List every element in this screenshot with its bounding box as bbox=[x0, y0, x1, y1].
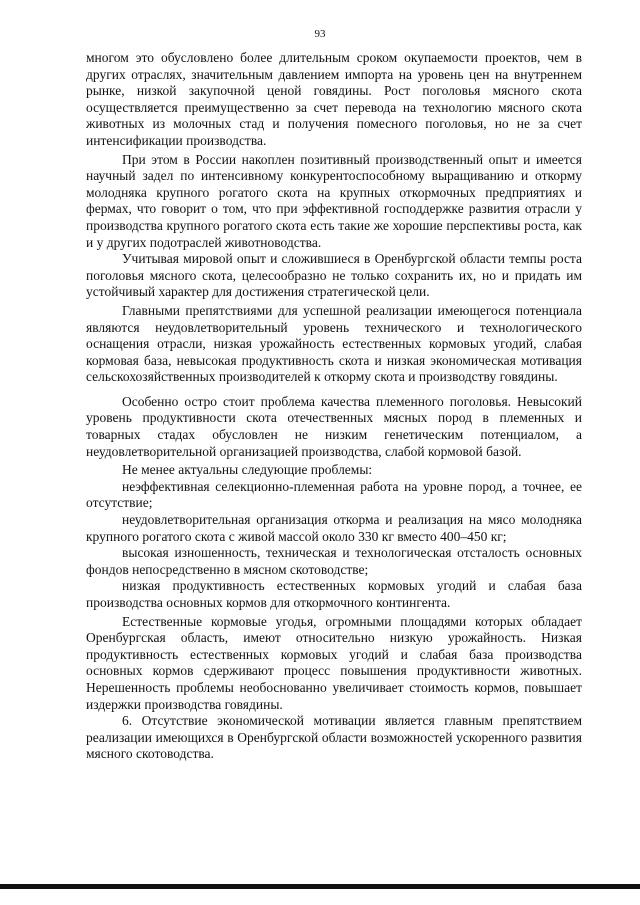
list-item: высокая изношенность, техническая и технологическая отсталость основных фондов непосредственно в мясном скотоводстве; bbox=[86, 545, 582, 577]
paragraph: Естественные кормовые угодья, огромными площадями которых обладает Оренбургская область, имеют относительно низкую урожайность. Низкая продуктивность естественных кормовых угодий и слабая база производства основных кормов сдерживают процесс повышения продуктивности животных. Нерешенность проблемы необоснованно увеличивает стоимость кормов, повышает издержки производства говядины. bbox=[86, 613, 582, 712]
list-item: низкая продуктивность естественных кормовых угодий и слабая база производства основных кормов для откормочного контингента. bbox=[86, 578, 582, 610]
page-number: 93 bbox=[314, 28, 326, 40]
paragraph: Не менее актуальны следующие проблемы: bbox=[122, 462, 373, 478]
paragraph: 6. Отсутствие экономической мотивации является главным препятствием реализации имеющихся в Оренбургской области возможностей ускоренного развития мясного скотоводства. bbox=[86, 713, 582, 762]
paragraph: При этом в России накоплен позитивный производственный опыт и имеется научный задел по интенсивному конкурентоспособному выращиванию и откорму молодняка крупного рогатого скота на крупных откормочных предприятиях и фермах, что говорит о том, что при эффективной господдержке развития отрасли у производства крупного рогатого скота есть такие же хорошие перспективы роста, как и у других подотраслей животноводства. bbox=[86, 151, 582, 250]
paragraph-continuation: многом это обусловлено более длительным сроком окупаемости проектов, чем в других отраслях, значительным давлением импорта на уровень цен на внутреннем рынке, низкой закупочной ценой говядины. Рост поголовья мясного скота осуществляется преимущественно за счет перевода на технологию мясного скота животных из молочных стад и получения помесного поголовья, но не за счет интенсификации производства. bbox=[86, 50, 582, 148]
document-body bbox=[86, 50, 582, 763]
paragraph: Главными препятствиями для успешной реализации имеющегося потенциала являются неудовлетворительный уровень технического и технологического оснащения отрасли, низкая урожайность естественных кормовых угодий, слабая кормовая база, невысокая продуктивность скота и низкая экономическая мотивация сельскохозяйственных производителей к откорму скота и производству говядины. bbox=[86, 302, 582, 385]
paragraph: Учитывая мировой опыт и сложившиеся в Оренбургской области темпы роста поголовья мясного скота, целесообразно не только сохранить их, но и придать им устойчивый характер для достижения стратегической цели. bbox=[86, 251, 582, 300]
list-item: неудовлетворительная организация откорма и реализация на мясо молодняка крупного рогатого скота с живой массой около 330 кг вместо 400–450 кг; bbox=[86, 512, 582, 544]
paragraph: Особенно остро стоит проблема качества племенного поголовья. Невысокий уровень продуктивности скота отечественных мясных пород в племенных и товарных стадах обусловлен не низким генетическим потенциалом, а неудовлетворительной организацией производства, слабой кормовой базой. bbox=[86, 393, 582, 459]
list-item: неэффективная селекционно-племенная работа на уровне пород, а точнее, ее отсутствие; bbox=[86, 478, 582, 511]
bottom-rule bbox=[0, 884, 640, 889]
